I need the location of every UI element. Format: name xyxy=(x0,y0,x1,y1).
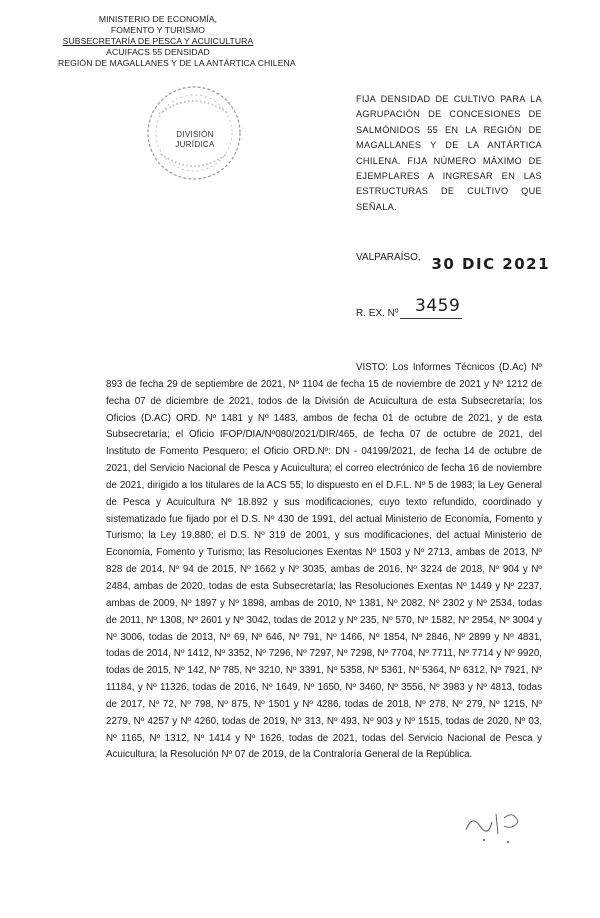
visto-label: VISTO: xyxy=(356,362,388,373)
letterhead xyxy=(58,14,296,69)
place-date xyxy=(356,252,551,273)
visto-paragraph xyxy=(106,360,542,764)
rex-label: R. EX. Nº xyxy=(356,308,399,319)
stamp-text xyxy=(150,130,240,150)
letterhead-ministry: MINISTERIO DE ECONOMÍA, xyxy=(98,14,218,24)
letterhead-subsecretaria: SUBSECRETARÍA DE PESCA Y ACUICULTURA xyxy=(62,36,254,46)
city-label: VALPARAÍSO, xyxy=(356,252,421,263)
stamp-line-1: DIVISIÓN xyxy=(176,130,214,139)
date-stamp: 30 DIC 2021 xyxy=(431,255,551,273)
rex-number: 3459 xyxy=(415,296,461,316)
letterhead-ministry-2: FOMENTO Y TURISMO xyxy=(110,25,206,35)
resolution-number xyxy=(356,296,496,320)
resolution-subject: FIJA DENSIDAD DE CULTIVO PARA LA AGRUPACIÓN DE CONCESIONES DE SALMÓNIDOS 55 EN LA REGIÓN DE MAGALLANES Y DE LA ANTÁRTICA CHILENA. FIJA NÚMERO MÁXIMO DE EJEMPLARES A INGRESAR EN LAS ESTRUCTURAS DE CULTIVO QUE SEÑALA. xyxy=(356,94,542,212)
visto-body: Los Informes Técnicos (D.Ac) Nº 893 de fecha 29 de septiembre de 2021, Nº 1104 de fecha 15 de noviembre de 2021 y Nº 1212 de fecha 07 de diciembre de 2021, todos de la División de Acuicultura de esta Subsecretaría; los Oficios (D.AC) ORD. Nº 1481 y Nº 1483, ambos de fecha 01 de octubre de 2021, y de esta Subsecretaría; el Oficio IFOP/DIA/Nº080/2021/DIR/465, de fecha 07 de octubre de 2021, del Instituto de Fomento Pesquero; el Oficio ORD.Nº: DN - 04199/2021, de fecha 14 de octubre de 2021, del Servicio Nacional de Pesca y Acuicultura; el correo electrónico de fecha 16 de noviembre de 2021, dirigido a los titulares de la ACS 55; lo dispuesto en el D.F.L. Nº 5 de 1983; la Ley General de Pesca y Acuicultura Nº 18.892 y sus modificaciones, cuyo texto refundido, coordinado y sistematizado fue fijado por el D.S. Nº 430 de 1991, del actual Ministerio de Economía, Fomento y Turismo; la Ley 19.880; el D.S. Nº 319 de 2001, y sus modificaciones, del actual Ministerio de Economía, Fomento y Turismo; las Resoluciones Exentas Nº 1503 y Nº 2713, ambas de 2013, Nº 828 de 2014, Nº 94 de 2015, Nº 1662 y Nº 3035, ambas de 2016, Nº 3224 de 2018, Nº 904 y Nº 2484, ambas de 2020, todas de esta Subsecretaría; las Resoluciones Exentas Nº 1449 y Nº 2237, ambas de 2009, Nº 1897 y Nº 1898, ambas de 2010, Nº 1381, Nº 2082, Nº 2302 y Nº 2534, todas de 2011, Nº 1308, Nº 2601 y Nº 3042, todas de 2012 y Nº 235, Nº 570, Nº 1582, Nº 2954, Nº 3004 y Nº 3006, todas de 2013, Nº 69, Nº 646, Nº 791, Nº 1466, Nº 1854, Nº 2846, Nº 2899 y Nº 4831, todas de 2014, Nº 1412, Nº 3352, Nº 7296, Nº 7297, Nº 7298, Nº 7704, Nº 7711, Nº 7714 y Nº 9920, todas de 2015, Nº 142, Nº 785, Nº 3210, Nº 3391, Nº 5358, Nº 5361, Nº 5364, Nº 6312, Nº 7921, Nº 11184, y Nº 11326, todas de 2016, Nº 1649, Nº 1650, Nº 3460, Nº 3556, Nº 3983 y Nº 4813, todas de 2017, Nº 72, Nº 798, Nº 875, Nº 1501 y Nº 4286, todas de 2018, Nº 278, Nº 279, Nº 1215, Nº 2279, Nº 4257 y Nº 4260, todas de 2019, Nº 313, Nº 493, Nº 903 y Nº 1515, todas de 2020, Nº 03, Nº 1165, Nº 1312, Nº 1414 y Nº 1626, todas de 2021, todas del Servicio Nacional de Pesca y Acuicultura; la Resolución Nº 07 de 2019, de la Contraloría General de la República. xyxy=(106,362,542,761)
handwritten-initials xyxy=(458,800,528,852)
rex-underline xyxy=(400,318,462,319)
letterhead-region: REGIÓN DE MAGALLANES Y DE LA ANTÁRTICA CHILENA xyxy=(58,58,296,68)
letterhead-file-ref: ACUIFACS 55 DENSIDAD xyxy=(106,47,210,57)
stamp-line-2: JURÍDICA xyxy=(175,140,215,149)
